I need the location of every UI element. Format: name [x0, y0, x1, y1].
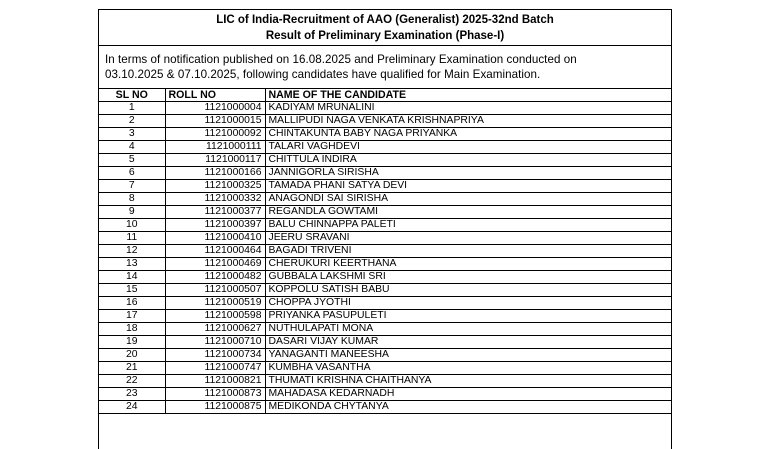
table-row: [99, 154, 671, 167]
table-row: [99, 375, 671, 388]
title-line-1: LIC of India-Recruitment of AAO (Generalist) 2025-32nd Batch: [216, 14, 554, 26]
sl-cell: 11: [99, 232, 165, 245]
table-row: [99, 115, 671, 128]
document-title: [99, 10, 671, 46]
sl-cell: 4: [99, 141, 165, 154]
roll-cell: 1121000377: [165, 206, 265, 219]
name-cell: MEDIKONDA CHYTANYA: [265, 401, 671, 414]
name-cell: THUMATI KRISHNA CHAITHANYA: [265, 375, 671, 388]
roll-cell: 1121000111: [165, 141, 265, 154]
intro-line-2: 03.10.2025 & 07.10.2025, following candidates have qualified for Main Examination.: [105, 68, 541, 81]
table-row: [99, 336, 671, 349]
sl-cell: 17: [99, 310, 165, 323]
roll-cell: 1121000092: [165, 128, 265, 141]
name-cell: MALLIPUDI NAGA VENKATA KRISHNAPRIYA: [265, 115, 671, 128]
name-cell: MAHADASA KEDARNADH: [265, 388, 671, 401]
name-cell: BAGADI TRIVENI: [265, 245, 671, 258]
table-header-row: [99, 89, 671, 102]
table-row: [99, 167, 671, 180]
roll-cell: 1121000464: [165, 245, 265, 258]
sl-cell: 14: [99, 271, 165, 284]
sl-cell: 22: [99, 375, 165, 388]
name-cell: KOPPOLU SATISH BABU: [265, 284, 671, 297]
sl-cell: 24: [99, 401, 165, 414]
intro-paragraph: [99, 46, 671, 88]
table-row: [99, 362, 671, 375]
table-body: [99, 102, 671, 414]
roll-cell: 1121000747: [165, 362, 265, 375]
name-cell: PRIYANKA PASUPULETI: [265, 310, 671, 323]
title-line-2: Result of Preliminary Examination (Phase-I): [265, 30, 505, 42]
roll-cell: 1121000710: [165, 336, 265, 349]
header-candidate-name: NAME OF THE CANDIDATE: [265, 89, 671, 102]
table-row: [99, 388, 671, 401]
roll-cell: 1121000325: [165, 180, 265, 193]
name-cell: JEERU SRAVANI: [265, 232, 671, 245]
name-cell: KUMBHA VASANTHA: [265, 362, 671, 375]
name-cell: DASARI VIJAY KUMAR: [265, 336, 671, 349]
table-row: [99, 310, 671, 323]
intro-line-1: In terms of notification published on 16.08.2025 and Preliminary Examination conducted on: [105, 53, 577, 66]
table-row: [99, 401, 671, 414]
header-sl-no: SL NO: [99, 89, 165, 102]
name-cell: REGANDLA GOWTAMI: [265, 206, 671, 219]
sl-cell: 20: [99, 349, 165, 362]
sl-cell: 5: [99, 154, 165, 167]
name-cell: TAMADA PHANI SATYA DEVI: [265, 180, 671, 193]
table-row: [99, 323, 671, 336]
roll-cell: 1121000166: [165, 167, 265, 180]
table-row: [99, 284, 671, 297]
sl-cell: 1: [99, 102, 165, 115]
table-row: [99, 128, 671, 141]
table-row: [99, 232, 671, 245]
sl-cell: 19: [99, 336, 165, 349]
sl-cell: 21: [99, 362, 165, 375]
table-row: [99, 193, 671, 206]
table-row: [99, 102, 671, 115]
name-cell: NUTHULAPATI MONA: [265, 323, 671, 336]
roll-cell: 1121000875: [165, 401, 265, 414]
roll-cell: 1121000015: [165, 115, 265, 128]
sl-cell: 23: [99, 388, 165, 401]
sl-cell: 8: [99, 193, 165, 206]
table-row: [99, 180, 671, 193]
table-row: [99, 271, 671, 284]
roll-cell: 1121000469: [165, 258, 265, 271]
name-cell: CHITTULA INDIRA: [265, 154, 671, 167]
roll-cell: 1121000004: [165, 102, 265, 115]
roll-cell: 1121000332: [165, 193, 265, 206]
sl-cell: 9: [99, 206, 165, 219]
name-cell: GUBBALA LAKSHMI SRI: [265, 271, 671, 284]
roll-cell: 1121000821: [165, 375, 265, 388]
name-cell: JANNIGORLA SIRISHA: [265, 167, 671, 180]
roll-cell: 1121000598: [165, 310, 265, 323]
table-row: [99, 297, 671, 310]
roll-cell: 1121000410: [165, 232, 265, 245]
name-cell: BALU CHINNAPPA PALETI: [265, 219, 671, 232]
roll-cell: 1121000117: [165, 154, 265, 167]
table-row: [99, 258, 671, 271]
sl-cell: 7: [99, 180, 165, 193]
sl-cell: 13: [99, 258, 165, 271]
name-cell: TALARI VAGHDEVI: [265, 141, 671, 154]
table-row: [99, 206, 671, 219]
roll-cell: 1121000627: [165, 323, 265, 336]
name-cell: CHERUKURI KEERTHANA: [265, 258, 671, 271]
sl-cell: 6: [99, 167, 165, 180]
roll-cell: 1121000397: [165, 219, 265, 232]
sl-cell: 3: [99, 128, 165, 141]
result-sheet: [98, 9, 672, 449]
sl-cell: 18: [99, 323, 165, 336]
roll-cell: 1121000507: [165, 284, 265, 297]
roll-cell: 1121000482: [165, 271, 265, 284]
sl-cell: 15: [99, 284, 165, 297]
roll-cell: 1121000734: [165, 349, 265, 362]
table-row: [99, 349, 671, 362]
sl-cell: 2: [99, 115, 165, 128]
table-row: [99, 219, 671, 232]
name-cell: KADIYAM MRUNALINI: [265, 102, 671, 115]
roll-cell: 1121000873: [165, 388, 265, 401]
name-cell: CHINTAKUNTA BABY NAGA PRIYANKA: [265, 128, 671, 141]
table-row: [99, 141, 671, 154]
name-cell: ANAGONDI SAI SIRISHA: [265, 193, 671, 206]
name-cell: YANAGANTI MANEESHA: [265, 349, 671, 362]
roll-cell: 1121000519: [165, 297, 265, 310]
table-row: [99, 245, 671, 258]
name-cell: CHOPPA JYOTHI: [265, 297, 671, 310]
candidates-table: [99, 88, 671, 414]
sl-cell: 12: [99, 245, 165, 258]
sl-cell: 10: [99, 219, 165, 232]
header-roll-no: ROLL NO: [165, 89, 265, 102]
sl-cell: 16: [99, 297, 165, 310]
